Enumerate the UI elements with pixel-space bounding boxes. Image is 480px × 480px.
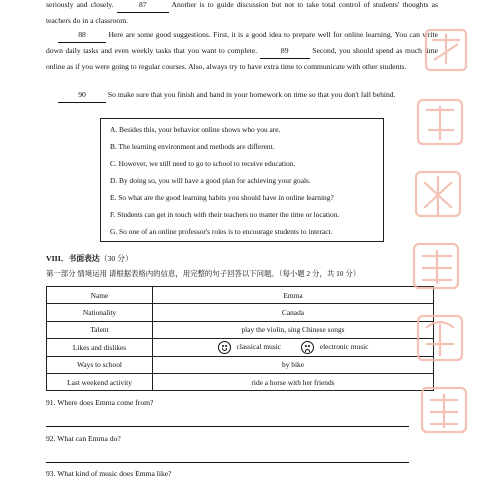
table-key: Nationality bbox=[47, 304, 153, 321]
passage-text: Here are some good suggestions. First, it is a good idea to prepare well for online learning. You can write down daily tasks and even weekly tasks that you want to complete. bbox=[46, 30, 438, 56]
likes-value: classical music bbox=[236, 342, 282, 352]
table-row bbox=[47, 356, 434, 373]
option-a: A. Besides this, your behavior online shows who you are. bbox=[110, 125, 281, 134]
table-row bbox=[47, 339, 434, 356]
table-key: Ways to school bbox=[47, 356, 153, 373]
answer-line-91[interactable] bbox=[46, 426, 409, 427]
blank-87[interactable] bbox=[117, 0, 169, 13]
table-value: play the violin, sing Chinese songs bbox=[153, 321, 434, 338]
option-b: B. The learning environment and methods are different. bbox=[110, 142, 275, 151]
section-title: VIII．书面表达 bbox=[46, 254, 100, 263]
blank-88[interactable] bbox=[58, 27, 106, 43]
question-92: 92. What can Emma do? bbox=[46, 434, 121, 443]
option-d: D. By doing so, you will have a good plan for achieving your goals. bbox=[110, 176, 311, 185]
table-row bbox=[47, 321, 434, 338]
blank-number: 89 bbox=[280, 46, 289, 56]
blank-number: 87 bbox=[138, 0, 147, 9]
blank-number: 90 bbox=[78, 90, 86, 99]
table-key: Last weekend activity bbox=[47, 373, 153, 390]
option-c: C. However, we still need to go to school to receive education. bbox=[110, 159, 296, 168]
table-value: Canada bbox=[153, 304, 434, 321]
table-row bbox=[47, 287, 434, 304]
options-box bbox=[100, 118, 384, 242]
table-row bbox=[47, 373, 434, 390]
table-value: Emma bbox=[153, 287, 434, 304]
smiley-face-icon bbox=[218, 341, 231, 354]
table-value: by bike bbox=[153, 356, 434, 373]
info-table bbox=[46, 286, 434, 391]
section-points: （30 分） bbox=[99, 254, 133, 263]
option-g: G. So one of an online professor's roles is to encourage students to interact. bbox=[110, 227, 333, 236]
passage-text: seriously and closely. bbox=[46, 0, 114, 9]
table-value: ride a horse with her friends bbox=[153, 373, 434, 390]
passage-text: So make sure that you finish and hand in your homework on time so that you don't fall behind. bbox=[107, 90, 396, 99]
table-key: Name bbox=[47, 287, 153, 304]
question-93: 93. What kind of music does Emma like? bbox=[46, 469, 172, 478]
passage-text: Another is to guide discussion but not to take total control of students' thoughts as teachers do in a classroom. bbox=[46, 0, 438, 26]
sad-face-icon bbox=[301, 341, 314, 354]
option-e: E. So what are the good learning habits you should have in online learning? bbox=[110, 193, 334, 202]
passage-line-1 bbox=[46, 0, 438, 28]
table-row bbox=[47, 304, 434, 321]
blank-number: 88 bbox=[78, 30, 86, 39]
answer-line-92[interactable] bbox=[46, 462, 409, 463]
option-f: F. Students can get in touch with their teachers no matter the time or location. bbox=[110, 210, 340, 219]
blank-89[interactable] bbox=[260, 43, 310, 59]
section-heading bbox=[46, 253, 133, 264]
likes-dislikes-cell bbox=[153, 339, 434, 356]
watermark-seal bbox=[412, 10, 476, 480]
passage-paragraph-2 bbox=[46, 27, 438, 75]
passage-paragraph-3 bbox=[46, 87, 438, 103]
passage-text: Second, you should spend as much time online as if you were going to regular courses. Also, always try to have extra time to communicate with other students. bbox=[46, 46, 438, 72]
blank-90[interactable] bbox=[58, 87, 106, 103]
question-91: 91. Where does Emma come from? bbox=[46, 398, 154, 407]
dislikes-value: electronic music bbox=[319, 342, 369, 352]
table-key: Likes and dislikes bbox=[47, 339, 153, 356]
part1-instruction: 第一部分 情境运用 请根据表格内的信息，用完整的句子回答以下问题。（每小题 2 分，共 10 分） bbox=[46, 269, 361, 278]
table-key: Talent bbox=[47, 321, 153, 338]
